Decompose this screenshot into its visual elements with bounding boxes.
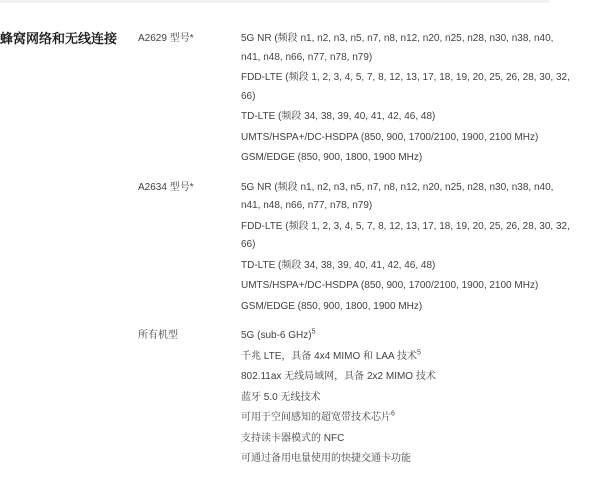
model-label: A2629 型号* (138, 33, 194, 44)
spec-line (241, 368, 573, 387)
spec-line (241, 218, 573, 255)
spec-group (138, 327, 600, 471)
spec-group (138, 30, 600, 170)
spec-line-text: 802.11ax 无线局域网，具备 2x2 MIMO 技术 (241, 371, 436, 382)
spec-line (241, 430, 573, 449)
spec-line (241, 179, 573, 216)
spec-lines (241, 327, 573, 471)
spec-line-text: 5G NR (频段 n1, n2, n3, n5, n7, n8, n12, n20, n25, n28, n30, n38, n40, n41, n48, n66, n77, n78, n79) (241, 181, 554, 211)
footnote-ref: 5 (311, 328, 316, 336)
spec-line-text: FDD-LTE (频段 1, 2, 3, 4, 5, 7, 8, 12, 13, 17, 18, 19, 20, 25, 26, 28, 30, 32, 66) (241, 72, 570, 102)
footnote-ref: 6 (391, 410, 395, 418)
spec-groups (138, 30, 600, 480)
section-title-column (0, 30, 138, 480)
spec-line (241, 257, 573, 276)
spec-line (241, 298, 573, 317)
spec-line-text: 千兆 LTE，具备 4x4 MIMO 和 LAA 技术 (241, 350, 417, 362)
spec-group (138, 179, 600, 319)
spec-line (241, 348, 573, 367)
section-divider (0, 0, 550, 3)
spec-line-text: 5G (sub-6 GHz) (241, 330, 312, 341)
spec-line-text: UMTS/HSPA+/DC-HSDPA (850, 900, 1700/2100, 1900, 2100 MHz) (241, 280, 539, 291)
spec-line-text: 支持读卡器模式的 NFC (241, 432, 345, 444)
footnote-ref: 5 (416, 349, 421, 357)
spec-line-text: 可通过备用电量使用的快捷交通卡功能 (241, 453, 411, 464)
spec-line (241, 389, 573, 408)
spec-line-text: GSM/EDGE (850, 900, 1800, 1900 MHz) (241, 300, 423, 312)
spec-line (241, 129, 573, 148)
spec-lines (241, 30, 573, 170)
model-label: 所有机型 (138, 330, 178, 341)
spec-line (241, 30, 573, 67)
spec-line-text: GSM/EDGE (850, 900, 1800, 1900 MHz) (241, 152, 423, 163)
model-label: A2634 型号* (138, 181, 194, 193)
spec-lines (241, 179, 573, 319)
spec-line-text: 5G NR (频段 n1, n2, n3, n5, n7, n8, n12, n20, n25, n28, n30, n38, n40, n41, n48, n66, n77, n78, n79) (241, 33, 554, 63)
spec-line-text: 蓝牙 5.0 无线技术 (241, 391, 321, 403)
spec-line (241, 277, 573, 296)
spec-line-text: UMTS/HSPA+/DC-HSDPA (850, 900, 1700/2100, 1900, 2100 MHz) (241, 131, 539, 143)
spec-line (241, 450, 573, 469)
spec-line-text: TD-LTE (频段 34, 38, 39, 40, 41, 42, 46, 48) (241, 111, 436, 122)
spec-line (241, 69, 573, 106)
spec-line-text: 可用于空间感知的超宽带技术芯片 (241, 412, 391, 423)
spec-line-text: TD-LTE (频段 34, 38, 39, 40, 41, 42, 46, 48) (241, 259, 436, 271)
spec-line (241, 409, 573, 428)
spec-line-text: FDD-LTE (频段 1, 2, 3, 4, 5, 7, 8, 12, 13, 17, 18, 19, 20, 25, 26, 28, 30, 32, 66) (241, 220, 570, 250)
spec-line (241, 149, 573, 168)
section-title: 蜂窝网络和无线连接 (0, 31, 118, 46)
spec-line (241, 327, 573, 346)
spec-line (241, 108, 573, 127)
